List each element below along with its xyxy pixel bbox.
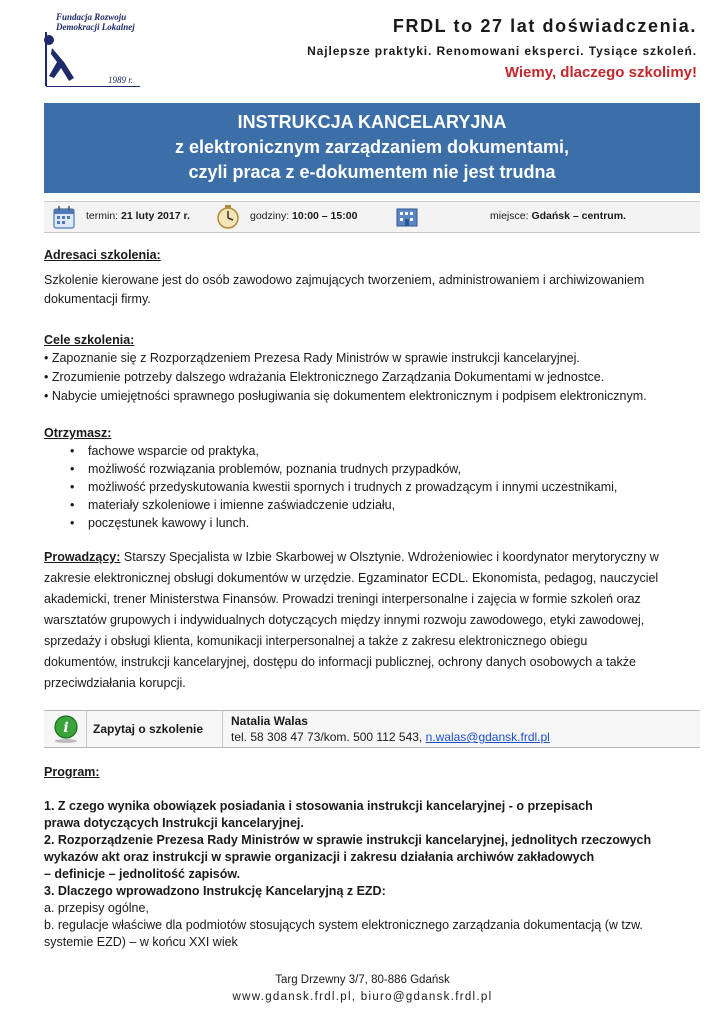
trainer-section [44, 547, 704, 694]
clock-icon [214, 203, 242, 231]
building-icon [394, 204, 420, 230]
goal-item: • Zapoznanie się z Rozporządzeniem Prezesa Rady Ministrów w sprawie instrukcji kancelaryjnej. [44, 351, 580, 365]
title-line1: INSTRUKCJA KANCELARYJNA [237, 112, 507, 132]
receive-item: • możliwość przedyskutowania kwestii spornych i trudnych z prowadzącym i innymi uczestnikami, [88, 480, 617, 494]
svg-text:i: i [63, 720, 69, 736]
info-bar [44, 201, 700, 233]
hours-value: 10:00 – 15:00 [292, 210, 358, 222]
program-line: 3. Dlaczego wprowadzono Instrukcję Kancelaryjną z EZD: [44, 884, 386, 898]
trainer-line: warsztatów grupowych i indywidualnych dotyczących między innymi rozwoju zawodowego, etyki zawodowej, [44, 613, 645, 627]
trainer-line: zakresie elektronicznej obsługi dokumentów w urzędzie. Egzaminator ECDL. Ekonomista, pedagog, nauczyciel [44, 571, 659, 585]
goals-heading: Cele szkolenia: [44, 333, 135, 347]
footer-web: www.gdansk.frdl.pl, biuro@gdansk.frdl.pl [232, 991, 493, 1003]
title-line3: czyli praca z e-dokumentem nie jest trudna [188, 162, 556, 182]
program-line: prawa dotyczących Instrukcji kancelaryjnej. [44, 816, 304, 830]
goal-item: • Zrozumienie potrzeby dalszego wdrażania Elektronicznego Zarządzania Dokumentami w jednostce. [44, 370, 605, 384]
contact-email-link[interactable]: n.walas@gdansk.frdl.pl [425, 730, 550, 744]
program-heading: Program: [44, 765, 100, 779]
program-line: b. regulacje właściwe dla podmiotów stosujących system elektronicznego zarządzania dokumentacją (w tzw. [44, 918, 643, 932]
contact-divider [222, 711, 223, 747]
logo-line1: Fundacja Rozwoju [56, 12, 127, 22]
logo-underline [46, 86, 140, 87]
runner-figure-icon [40, 30, 80, 90]
contact-box [44, 710, 700, 748]
addressees-text: Szkolenie kierowane jest do osób zawodowo zajmujących tworzeniem, administrowaniem i archiwizowaniem dokumentacji firmy. [44, 273, 645, 306]
calendar-icon [50, 203, 78, 231]
term-value: 21 luty 2017 r. [121, 210, 190, 222]
contact-label: Zapytaj o szkolenie [93, 722, 204, 736]
receive-item: • fachowe wsparcie od praktyka, [88, 444, 259, 458]
contact-divider [86, 711, 87, 747]
logo-year: 1989 r. [108, 75, 134, 85]
contact-name: Natalia Walas [231, 714, 308, 728]
program-list [44, 798, 651, 951]
place-label: miejsce: [490, 210, 529, 222]
trainer-label: Prowadzący: [44, 550, 121, 564]
place-info [490, 210, 626, 222]
program-line: 2. Rozporządzenie Prezesa Rady Ministrów w sprawie instrukcji kancelaryjnej, jednolitych rzeczowych [44, 833, 652, 847]
place-value: Gdańsk – centrum. [531, 210, 626, 222]
term-label: termin: [86, 210, 119, 222]
frdl-logo [40, 12, 140, 90]
addressees-heading: Adresaci szkolenia: [44, 248, 161, 262]
tagline-experience: FRDL to 27 lat doświadczenia. [392, 16, 697, 36]
hours-info [250, 210, 357, 222]
program-line: – definicje – jednolitość zapisów. [44, 867, 241, 881]
receive-item: • możliwość rozwiązania problemów, poznania trudnych przypadków, [88, 462, 461, 476]
receive-item: • materiały szkoleniowe i imienne zaświadczenie udziału, [88, 498, 395, 512]
program-line: a. przepisy ogólne, [44, 901, 149, 915]
title-box [44, 103, 700, 193]
trainer-line: sprzedaży i obsługi klienta, komunikacji interpersonalnej a także z zakresu elektronicznego obiegu [44, 634, 588, 648]
program-line: systemie EZD) – w końcu XXI wiek [44, 935, 238, 949]
term-info [86, 210, 190, 222]
trainer-line: przeciwdziałania korupcji. [44, 676, 186, 690]
trainer-line: akademicki, trener Ministerstwa Finansów. Prowadzi treningi interpersonalne i zajęcia w formie szkoleń oraz [44, 592, 641, 606]
footer-address: Targ Drzewny 3/7, 80-886 Gdańsk [275, 974, 450, 986]
info-icon [52, 714, 80, 744]
receive-item: • poczęstunek kawowy i lunch. [88, 516, 249, 530]
program-line: wykazów akt oraz instrukcji w sprawie organizacji i zakresu działania archiwów zakładowych [44, 850, 595, 864]
hours-label: godziny: [250, 210, 290, 222]
program-line: 1. Z czego wynika obowiązek posiadania i stosowania instrukcji kancelaryjnej - o przepisach [44, 799, 593, 813]
title-line2: z elektronicznym zarządzaniem dokumentami, [174, 137, 570, 157]
receive-heading: Otrzymasz: [44, 426, 112, 440]
contact-phone: tel. 58 308 47 73/kom. 500 112 543, [231, 730, 426, 744]
tagline-practices: Najlepsze praktyki. Renomowani eksperci. Tysiące szkoleń. [307, 44, 697, 58]
trainer-line: Starszy Specjalista w Izbie Skarbowej w Olsztynie. Wdrożeniowiec i koordynator merytoryczny w [120, 550, 659, 564]
logo-line2: Demokracji Lokalnej [56, 22, 135, 32]
tagline-why: Wiemy, dlaczego szkolimy! [504, 64, 697, 81]
goal-item: • Nabycie umiejętności sprawnego posługiwania się dokumentem elektronicznym i podpisem elektronicznym. [44, 389, 647, 403]
contact-details [231, 730, 550, 744]
trainer-line: dokumentów, instrukcji kancelaryjnej, dostępu do informacji publicznej, ochrony danych osobowych a także [44, 655, 636, 669]
